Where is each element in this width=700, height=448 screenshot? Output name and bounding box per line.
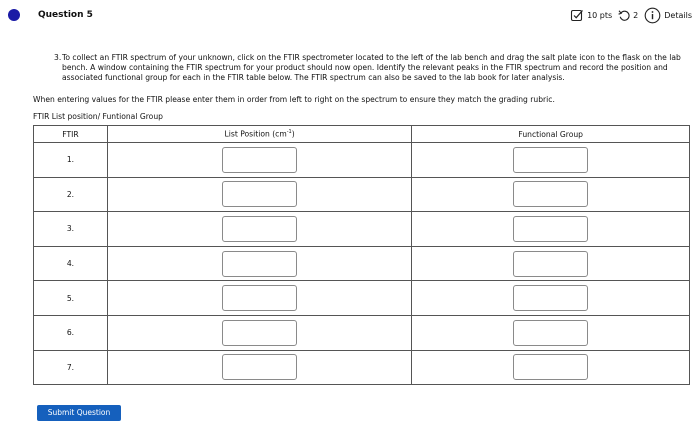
functional-group-input-6[interactable] [513, 320, 588, 346]
row-label: 7. [34, 350, 108, 385]
question-title: Question 5 [38, 10, 93, 20]
functional-group-input-4[interactable] [513, 251, 588, 277]
grading-note: When entering values for the FTIR please enter them in order from left to right on the spectrum to ensure they match the grading rubric. [33, 95, 555, 104]
row-label: 4. [34, 246, 108, 281]
functional-group-input-1[interactable] [513, 147, 588, 173]
group-cell [412, 212, 690, 247]
question-meta [570, 5, 692, 25]
row-label: 2. [34, 177, 108, 212]
table-row [34, 315, 690, 350]
ftir-table [33, 125, 690, 385]
position-input-2[interactable] [222, 181, 297, 207]
position-cell [107, 350, 412, 385]
table-row [34, 143, 690, 178]
info-icon[interactable] [644, 7, 661, 24]
table-row [34, 281, 690, 316]
row-label: 6. [34, 315, 108, 350]
position-input-4[interactable] [222, 251, 297, 277]
table-caption: FTIR List position/ Funtional Group [33, 112, 163, 121]
table-row [34, 350, 690, 385]
position-cell [107, 315, 412, 350]
table-row [34, 246, 690, 281]
header-list-position [107, 126, 412, 143]
position-input-1[interactable] [222, 147, 297, 173]
row-label: 5. [34, 281, 108, 316]
table-header-row [34, 126, 690, 143]
points-label: 10 pts [587, 10, 613, 20]
instructions-paragraph [54, 53, 692, 83]
position-cell [107, 246, 412, 281]
group-cell [412, 315, 690, 350]
header-ftir: FTIR [34, 126, 108, 143]
header-position-text: List Position (cm [224, 129, 287, 139]
position-cell [107, 177, 412, 212]
functional-group-input-2[interactable] [513, 181, 588, 207]
position-input-5[interactable] [222, 285, 297, 311]
functional-group-input-5[interactable] [513, 285, 588, 311]
functional-group-input-3[interactable] [513, 216, 588, 242]
header-functional-group: Functional Group [412, 126, 690, 143]
position-input-3[interactable] [222, 216, 297, 242]
functional-group-input-7[interactable] [513, 354, 588, 380]
row-label: 1. [34, 143, 108, 178]
retry-icon [618, 9, 631, 22]
table-row [34, 212, 690, 247]
question-header [0, 0, 700, 30]
group-cell [412, 350, 690, 385]
question-status-dot [8, 9, 20, 21]
checkbox-edit-icon [570, 8, 584, 22]
position-input-6[interactable] [222, 320, 297, 346]
position-cell [107, 212, 412, 247]
position-cell [107, 143, 412, 178]
group-cell [412, 281, 690, 316]
details-link[interactable]: Details [664, 10, 692, 20]
header-position-close: ) [291, 129, 295, 139]
group-cell [412, 246, 690, 281]
group-cell [412, 177, 690, 212]
instruction-number: 3. [54, 53, 62, 62]
position-cell [107, 281, 412, 316]
instruction-text: To collect an FTIR spectrum of your unknown, click on the FTIR spectrometer located to the left of the lab bench and drag the salt plate icon to the flask on the lab bench. A window containing the FTIR spectrum for your product should now open. Identify the relevant peaks in the FTIR spectrum and record the position and associated functional group for each in the FTIR table below. The FTIR spectrum can also be saved to the lab book for later analysis. [62, 53, 681, 82]
submit-question-button[interactable]: Submit Question [37, 405, 121, 421]
table-row [34, 177, 690, 212]
attempts-count: 2 [633, 10, 639, 20]
row-label: 3. [34, 212, 108, 247]
position-input-7[interactable] [222, 354, 297, 380]
group-cell [412, 143, 690, 178]
header-position-unit-exponent: -1 [286, 129, 292, 136]
